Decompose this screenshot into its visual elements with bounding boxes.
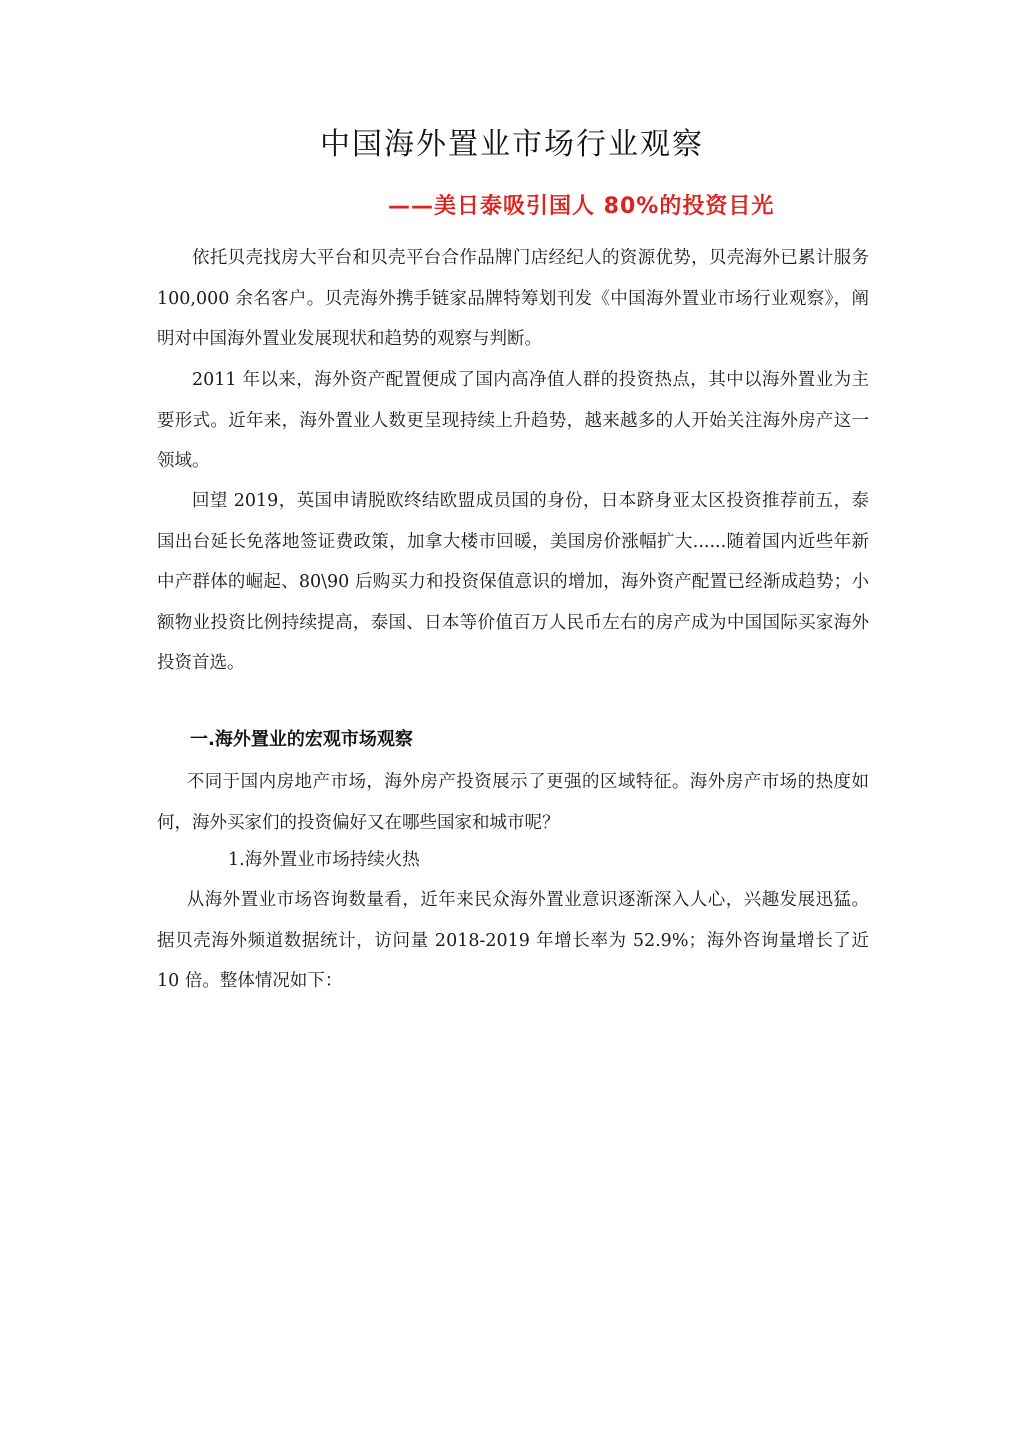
section-heading-macro-market: 一.海外置业的宏观市场观察 xyxy=(190,729,413,750)
document-title: 中国海外置业市场行业观察 xyxy=(320,127,704,162)
document-subtitle: ——美日泰吸引国人 80%的投资目光 xyxy=(388,194,775,219)
intro-paragraph-1: 依托贝壳找房大平台和贝壳平台合作品牌门店经纪人的资源优势，贝壳海外已累计服务 100,000 余名客户。贝壳海外携手链家品牌特筹划刊发《中国海外置业市场行业观察》，阐明对中国海外置业发展现状和趋势的观察与判断。 xyxy=(157,248,869,349)
subsection-paragraph-market-hot: 从海外置业市场咨询数量看，近年来民众海外置业意识逐渐深入人心，兴趣发展迅猛。据贝壳海外频道数据统计，访问量 2018-2019 年增长率为 52.9%；海外咨询量增长了近 10 倍。整体情况如下： xyxy=(157,890,869,991)
intro-paragraph-2: 2011 年以来，海外资产配置便成了国内高净值人群的投资热点，其中以海外置业为主要形式。近年来，海外置业人数更呈现持续上升趋势，越来越多的人开始关注海外房产这一领域。 xyxy=(157,370,869,471)
subsection-heading-market-hot: 1.海外置业市场持续火热 xyxy=(228,850,420,870)
section-intro-paragraph: 不同于国内房地产市场，海外房产投资展示了更强的区域特征。海外房产市场的热度如何，海外买家们的投资偏好又在哪些国家和城市呢？ xyxy=(157,772,869,833)
intro-paragraph-3: 回望 2019，英国申请脱欧终结欧盟成员国的身份，日本跻身亚太区投资推荐前五，泰国出台延长免落地签证费政策，加拿大楼市回暖，美国房价涨幅扩大......随着国内近些年新中产群体的崛起、80\90 后购买力和投资保值意识的增加，海外资产配置已经渐成趋势；小额物业投资比例持续提高，泰国、日本等价值百万人民币左右的房产成为中国国际买家海外投资首选。 xyxy=(157,491,869,673)
